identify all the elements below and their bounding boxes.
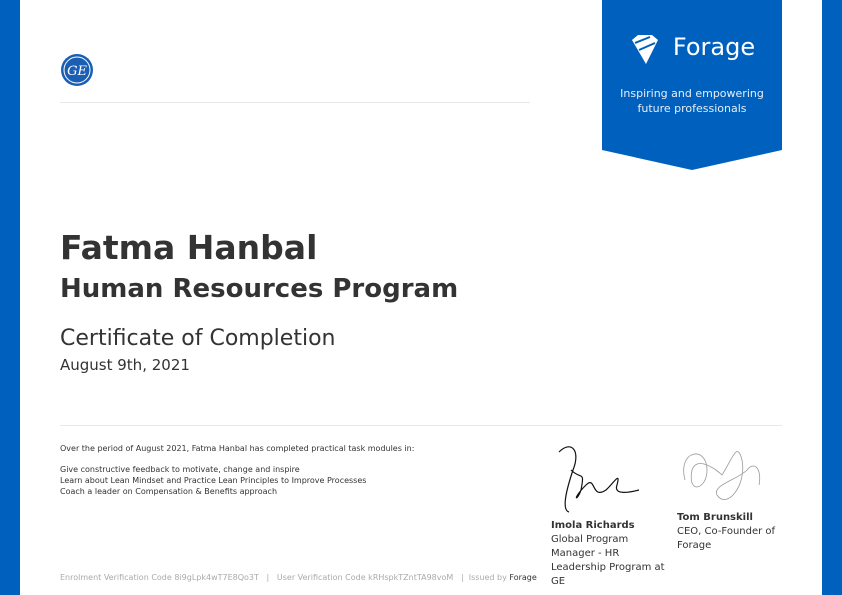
signatory-imola: Imola Richards Global Program Manager - HR Leadership Program at GE [551,520,665,587]
signatory-tom: Tom Brunskill CEO, Co-Founder of Forage [677,512,776,551]
module-list [60,464,366,497]
divider [60,102,530,103]
enrolment-code: Enrolment Verification Code 8i9gLpk4wT7E8Qo3T [60,573,259,582]
forage-brand: Forage [672,33,756,61]
recipient-name: Fatma Hanbal [60,228,318,267]
forage-tagline: Inspiring and empowering future professionals [620,87,764,115]
left-border [0,0,20,595]
signature-imola [551,440,646,515]
module-item: Learn about Lean Mindset and Practice Lean Principles to Improve Processes [60,476,367,485]
module-item: Coach a leader on Compensation & Benefits approach [60,487,278,496]
right-border [822,0,842,595]
signature-tom [677,440,772,510]
svg-text:GE: GE [67,64,87,79]
program-name: Human Resources Program [60,274,459,304]
verification-footer: Enrolment Verification Code 8i9gLpk4wT7E8Qo3T | User Verification Code kRHspkTZntTA98voM | Issued by Forage [60,573,537,582]
completion-date: August 9th, 2021 [60,356,190,374]
ge-logo [60,53,94,87]
user-code: User Verification Code kRHspkTZntTA98voM [276,573,454,582]
module-item: Give constructive feedback to motivate, change and inspire [60,465,300,474]
forage-banner [602,0,782,170]
divider [60,425,782,426]
certificate-title: Certificate of Completion [60,326,336,351]
issuer: Forage [509,573,537,582]
summary-text: Over the period of August 2021, Fatma Hanbal has completed practical task modules in: [60,444,415,453]
